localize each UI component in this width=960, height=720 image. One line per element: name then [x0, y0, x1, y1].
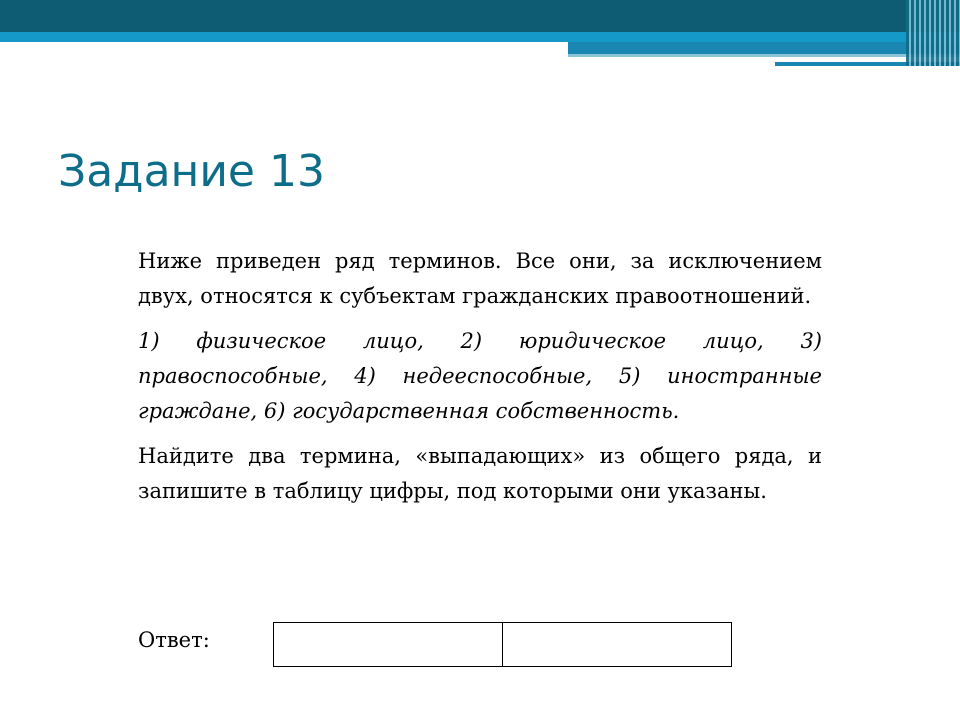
header-stripes [906, 0, 960, 66]
header-band-step [568, 42, 960, 54]
answer-table-row [274, 623, 732, 667]
answer-table [273, 622, 732, 667]
task-options: 1) физическое лицо, 2) юридическое лицо, 3) правоспособные, 4) недееспособные, 5) иностранные граждане, 6) государственная собственность. [138, 329, 822, 423]
answer-row [138, 622, 732, 667]
header-band-dark [0, 0, 960, 32]
answer-cell-1[interactable] [274, 623, 503, 667]
task-instruction: Найдите два термина, «выпадающих» из общего ряда, и запишите в таблицу цифры, под которыми они указаны. [138, 444, 822, 503]
answer-cell-2[interactable] [503, 623, 732, 667]
task-text [138, 244, 822, 519]
header-band-thin [568, 54, 960, 57]
slide-title: Задание 13 [58, 146, 325, 197]
header-band-light [0, 32, 960, 42]
answer-label: Ответ: [138, 628, 210, 652]
task-intro: Ниже приведен ряд терминов. Все они, за исключением двух, относятся к субъектам гражданских правоотношений. [138, 249, 822, 308]
